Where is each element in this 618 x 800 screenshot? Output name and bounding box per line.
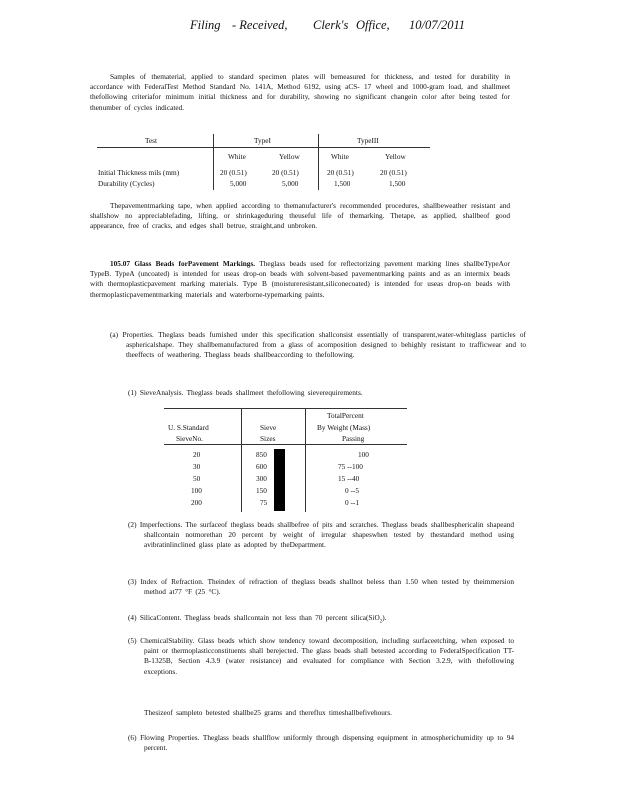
- sieve-size: 600: [256, 462, 267, 471]
- sieve-no: 20: [193, 450, 201, 459]
- table1-cell: 20 (0.51): [327, 168, 354, 177]
- sieve-size: 850: [256, 450, 267, 459]
- intro-paragraph: Samples of thematerial, applied to standard specimen plates will bemeasured for thickness, and tested for durability in accordance with FederalTest Method Standard No. 141A, Method 6192, using aCS- 17 wheel and 1000-gram load, and shallmeet thefollowing criteriafor minimum initial thickness and for durability, showing no significant changein color after being tested for thenumber of cycles indicated.: [90, 72, 510, 112]
- table1-divider: [213, 134, 214, 190]
- sieve-pass: 15 --40: [338, 474, 360, 483]
- table1-type3-header: TypeIII: [357, 136, 379, 145]
- sieve-col1-h2: SieveNo.: [176, 434, 203, 443]
- table1-row2-label: Durability (Cycles): [98, 179, 155, 188]
- table1-cell: 1,500: [389, 179, 406, 188]
- header-office: Office,: [356, 18, 390, 32]
- sieve-no: 30: [193, 462, 201, 471]
- sieve-table-top-rule: [164, 408, 407, 409]
- sieve-no: 200: [191, 498, 202, 507]
- header-filing: Filing: [190, 18, 221, 32]
- tape-paragraph: Thepavementmarking tape, when applied according to themanufacturer's recommended procedures, shallbeweather resistant and shallshow no appreciablefading, lifting, or shrinkageduring theuseful life of themarking. Thetape, as applied, shallbeof good appearance, free of cracks, and edges shall betrue, straight,and unbroken.: [90, 201, 510, 231]
- sample-size-paragraph: Thesizeof sampleto betested shallbe25 grams and thereflux timeshallbefivehours.: [144, 708, 392, 717]
- silica-text: (4) SilicaContent. Theglass beads shallcontain not less than 70 percent silica(SiO: [128, 613, 380, 622]
- sieve-size: 150: [256, 486, 267, 495]
- table1-yellow-1: Yellow: [279, 152, 300, 161]
- table1-cell: 20 (0.51): [220, 168, 247, 177]
- refraction-paragraph: (3) Index of Refraction. Theindex of refraction of theglass beads shallnot beless than 1.50 when tested by theimmersion method at77 °F (25 °C).: [128, 577, 514, 597]
- sieve-col3-h1: TotalPercent: [327, 411, 364, 420]
- sieve-col2-h1: Sieve: [260, 423, 277, 432]
- silica-paragraph: [128, 613, 498, 628]
- sieve-col3-h3: Passing: [342, 434, 365, 443]
- sieve-col1-h1: U. S.Standard: [168, 423, 209, 432]
- sieve-pass: 0 --5: [345, 486, 359, 495]
- silica-end: ).: [382, 613, 387, 622]
- sieve-size: 300: [256, 474, 267, 483]
- header-clerks: Clerk's: [313, 18, 349, 32]
- imperfections-paragraph: (2) Imperfections. The surfaceof theglass beads shallbefree of pits and scratches. Theglass beads shallbesphericalin shapeand shallcontain notmorethan 20 percent by weight of irregular shapeswhen tested by thestandard method using avibratinlinclined glass plate as adopted by theDepartment.: [128, 520, 514, 550]
- table1-rule: [97, 147, 430, 148]
- sieve-pass: 100: [358, 450, 369, 459]
- header-received: - Received,: [232, 18, 288, 32]
- table1-test-header: Test: [145, 136, 158, 145]
- table1-white-1: White: [228, 152, 246, 161]
- sieve-pass: 75 --100: [338, 462, 363, 471]
- section-105-07: [90, 259, 510, 300]
- sieve-size: 75: [260, 498, 268, 507]
- sieve-table-divider: [241, 408, 242, 512]
- table1-cell: 5,000: [282, 179, 299, 188]
- sieve-col3-h2: By Weight (Mass): [317, 423, 371, 432]
- sieve-table-header-rule: [164, 444, 407, 445]
- sieve-analysis-heading: (1) SieveAnalysis. Theglass beads shallmeet thefollowing sieverequirements.: [128, 388, 363, 397]
- table1-cell: 20 (0.51): [272, 168, 299, 177]
- table1-yellow-2: Yellow: [385, 152, 406, 161]
- section-105-07-title: 105.07 Glass Beads forPavement Markings.: [110, 259, 256, 268]
- flowing-properties-paragraph: (6) Flowing Properties. Theglass beads shallflow uniformly through dispensing equipment in atmospherichumidity up to 94 percent.: [128, 733, 514, 753]
- table1-cell: 1,500: [334, 179, 351, 188]
- table1-type1-header: TypeI: [254, 136, 271, 145]
- section-105-07-body: Theglass beads used for reflectorizing pavement marking lines shallbeTypeAor TypeB. TypeA (uncoated) is intended for useas drop-on beads with solvent-based pavementmarking paints and as an intermix beads with thermoplasticpavement marking materials. Type B (moistureresistant,siliconecoated) is intended for useas drop-on beads with thermoplasticpavementmarking materials and waterborne-typemarking paints.: [90, 259, 510, 299]
- table1-white-2: White: [331, 152, 349, 161]
- redaction-bar: [274, 449, 285, 511]
- sieve-no: 50: [193, 474, 201, 483]
- sieve-pass: 0 --1: [345, 498, 359, 507]
- chemical-stability-paragraph: (5) ChemicalStability. Glass beads which show tendency toward decomposition, including surfaceetching, when exposed to paint or thermoplasticconstituents shall berejected. The glass beads shall betested according to FederalSpecification TT-B-1325B, Section 4.3.9 (water resistance) and evaluated for compliance with Section 3.2.9, with thefollowing exceptions.: [128, 636, 514, 676]
- table1-cell: 20 (0.51): [380, 168, 407, 177]
- table1-divider: [318, 134, 319, 190]
- sieve-table-divider: [305, 408, 306, 512]
- sieve-no: 100: [191, 486, 202, 495]
- silica-subscript: 2: [379, 619, 383, 625]
- table1-row1-label: Initial Thickness mils (mm): [98, 168, 180, 177]
- table1-cell: 5,000: [230, 179, 247, 188]
- sieve-col2-h2: Sizes: [260, 434, 276, 443]
- header-date: 10/07/2011: [409, 18, 466, 32]
- properties-paragraph: (a) Properties. Theglass beads furnished under this specification shallconsist essentially of transparent,water-whiteglass particles of asphericalshape. They shallbemanufactured from a glass of acomposition designed to behighly resistant to trafficwear and to theeffects of weathering. Theglass beads shallbeaccording to thefollowing.: [110, 330, 526, 360]
